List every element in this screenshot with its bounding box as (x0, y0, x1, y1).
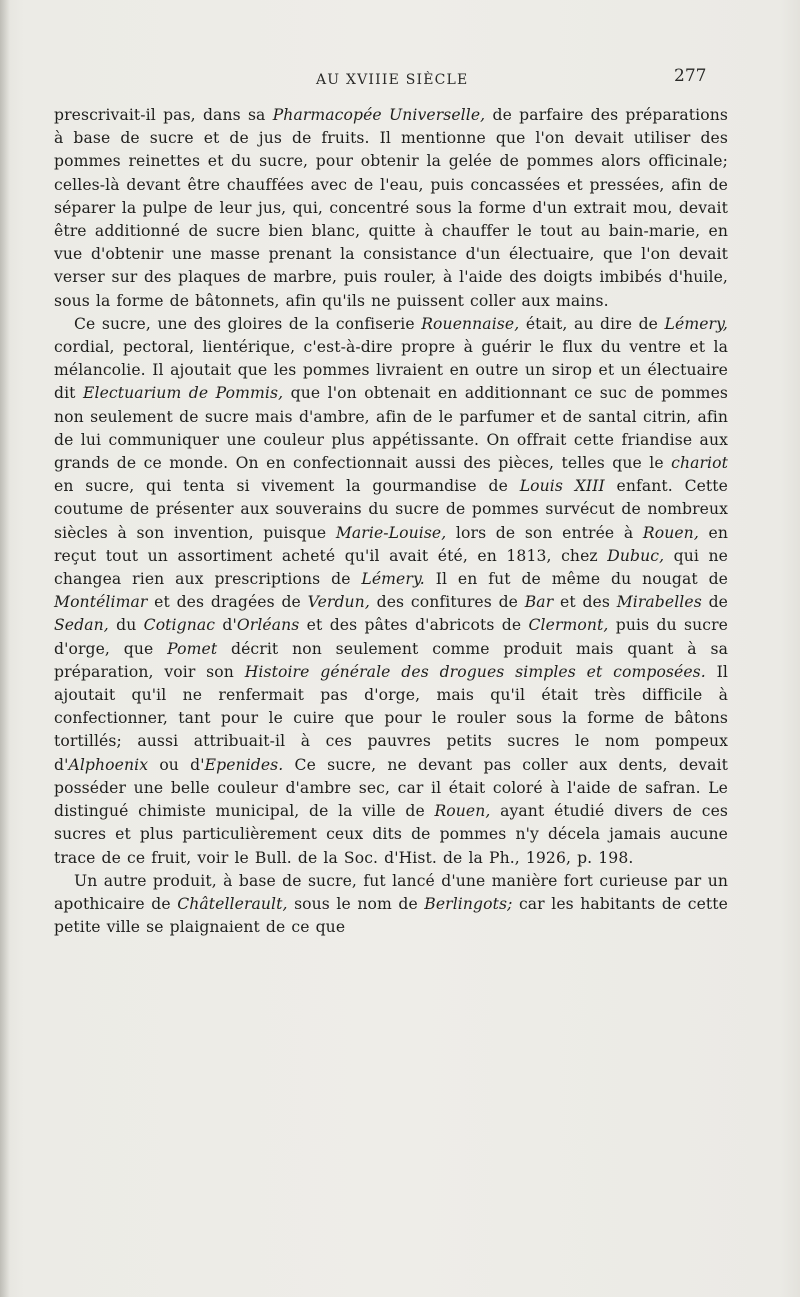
text-run: en sucre, qui tenta si vivement la gourmandise de (54, 477, 520, 496)
paragraph (54, 313, 728, 870)
italic-run: Rouennaise, (421, 314, 520, 333)
paragraph (54, 870, 728, 940)
text-run: prescrivait-il pas, dans sa (54, 106, 273, 124)
italic-run: Montélimar (54, 593, 148, 612)
italic-run: Rouen, (434, 802, 491, 821)
text-run: des confitures de (369, 593, 525, 612)
text-run: cordial, pectoral, lientérique, c'est-à-dire propre à guérir le flux du ventre et la mélancolie. Il ajoutait que les pommes livraient en outre un sirop et un électuaire dit (54, 338, 728, 403)
italic-run: Marie-Louise, (335, 523, 447, 542)
text-run: décrit non seulement comme produit mais quant à sa préparation, voir son (54, 639, 728, 681)
text-run: ou d' (148, 755, 205, 774)
text-run: et des dragées de (147, 593, 308, 612)
page-number: 277 (674, 66, 707, 86)
italic-run: Châtellerault, (177, 894, 288, 913)
italic-run: Epenides. (204, 755, 284, 774)
text-run: lors de son entrée à (446, 523, 643, 542)
text-run: ayant étudié divers de ces sucres et plus particulièrement ceux dits de pommes n'y décela jamais aucune trace de ce fruit, voir le Bull. de la Soc. d'Hist. de la Ph., 1926, p. 198. (54, 802, 728, 867)
italic-run: Dubuc, (607, 546, 665, 565)
text-run: de (701, 593, 728, 612)
running-head: AU XVIIIE SIÈCLE (316, 72, 469, 88)
text-run: sous le nom de (287, 894, 425, 913)
text-run: Un autre produit, à base de sucre, fut lancé d'une manière fort curieuse par un apothicaire de (54, 871, 728, 913)
text-run: enfant. Cette coutume de présenter aux souverains du sucre de pommes survécut de nombreux siècles à son invention, puisque (54, 477, 728, 542)
text-run: du (108, 616, 144, 635)
italic-run: Pharmacopée Universelle, (272, 106, 486, 124)
body-text (54, 104, 728, 939)
binding-shadow (0, 0, 10, 1297)
italic-run: Louis XIII (519, 477, 605, 496)
text-run: que l'on obtenait en additionnant ce suc de pommes non seulement de sucre mais d'ambre, afin de le parfumer et de santal citrin, afin de lui communiquer une couleur plus appétissante. On offrait cette friandise aux grands de ce monde. On en confectionnait aussi des pièces, telles que le (54, 384, 729, 473)
italic-run: Rouen, (642, 523, 699, 542)
text-run: Ce sucre, une des gloires de la confiserie (74, 314, 422, 333)
text-run: était, au dire de (519, 314, 665, 333)
italic-run: Clermont, (528, 616, 609, 635)
text-run: puis du sucre d'orge, que (54, 616, 728, 658)
paragraph (54, 104, 728, 313)
italic-run: Orléans (236, 616, 300, 635)
italic-run: Cotignac (143, 616, 216, 635)
italic-run: Alphoenix (68, 755, 149, 774)
text-run: qui ne changea rien aux prescriptions de (54, 546, 728, 589)
text-run: car les habitants de cette petite ville se plaignaient de ce que (54, 894, 728, 937)
text-run: d' (215, 616, 237, 635)
text-run: de parfaire des préparations à base de sucre et de jus de fruits. Il mentionne que l'on devait utiliser des pommes reinettes et du sucre, pour obtenir la gelée de pommes alors officinale; celles-là devant être chauffées avec de l'eau, puis concassées et pressées, afin de séparer la pulpe de leur jus, qui, concentré sous la forme d'un extrait mou, devait être additionné de sucre bien blanc, quitte à chauffer le tout au bain-marie, en vue d'obtenir une masse prenant la consistance d'un électuaire, que l'on devait verser sur des plaques de marbre, puis rouler, à l'aide des doigts imbibés d'huile, sous la forme de bâtonnets, afin qu'ils ne puissent coller aux mains. (54, 106, 728, 310)
italic-run: Sedan, (54, 616, 109, 635)
italic-run: Verdun, (307, 593, 370, 612)
italic-run: Lémery. (361, 570, 425, 589)
text-run: Il ajoutait qu'il ne renfermait pas d'orge, mais qu'il était très difficile à confectionner, tant pour le cuire que pour le rouler sous la forme de bâtons tortillés; aussi attribuait-il à ces pauvres petits sucres le nom pompeux d' (54, 662, 729, 774)
text-run: et des pâtes d'abricots de (299, 616, 529, 635)
italic-run: Pomet (167, 639, 218, 658)
italic-run: Electuarium de Pommis, (83, 384, 284, 403)
text-run: Ce sucre, ne devant pas coller aux dents, devait posséder une belle couleur d'ambre sec, car il était coloré à l'aide de safran. Le distingué chimiste municipal, de la ville de (54, 755, 728, 821)
italic-run: Histoire générale des drogues simples et composées. (244, 662, 706, 681)
italic-run: Bar (524, 593, 554, 612)
italic-run: Berlingots; (424, 894, 513, 913)
italic-run: Lémery, (664, 314, 728, 333)
italic-run: Mirabelles (616, 593, 702, 612)
text-run: et des (553, 593, 617, 612)
text-run: Il en fut de même du nougat de (424, 570, 728, 589)
italic-run: chariot (671, 454, 728, 473)
text-run: en reçut tout un assortiment acheté qu'il avait été, en 1813, chez (54, 523, 728, 565)
